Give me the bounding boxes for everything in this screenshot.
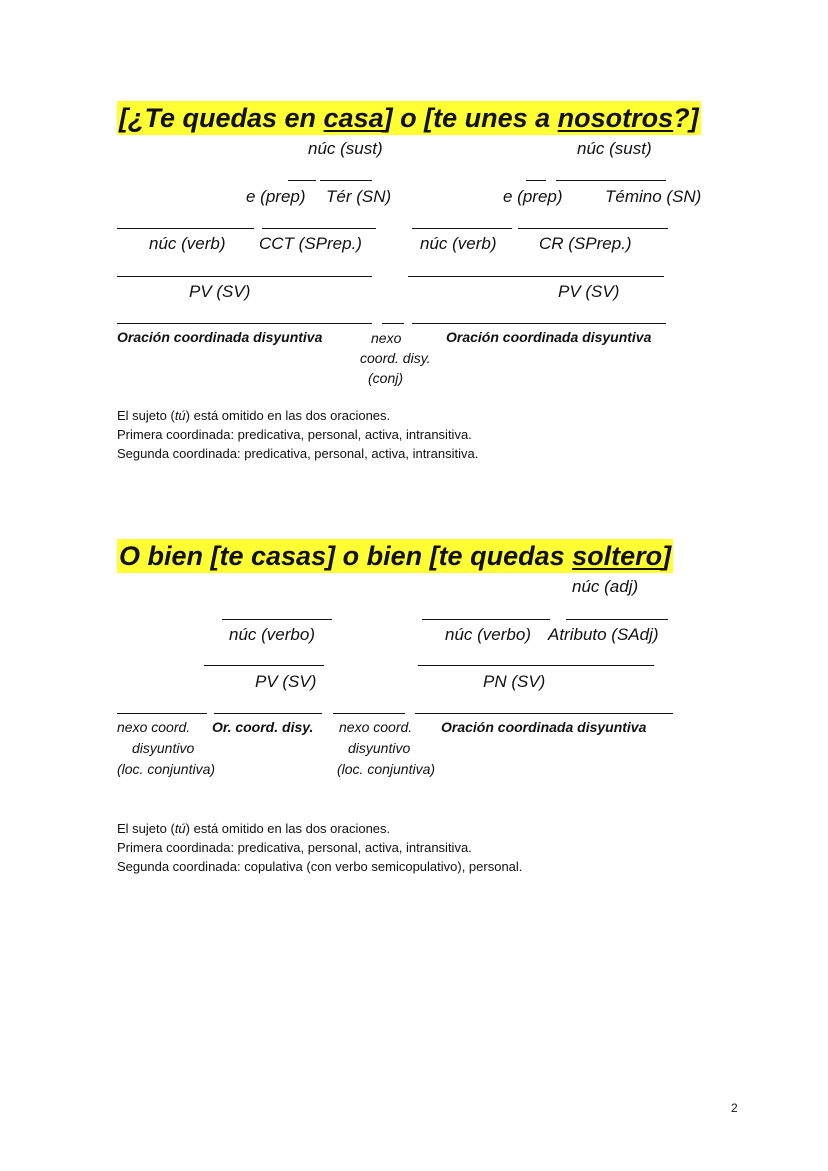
title-part: ?] xyxy=(673,103,699,133)
analysis-line xyxy=(117,276,372,277)
section2-title xyxy=(117,539,673,573)
label-nuc-verbo: núc (verbo) xyxy=(445,625,531,644)
label-nexo-coord: nexo coord. xyxy=(117,719,191,735)
label-nuc-verb: núc (verb) xyxy=(149,234,226,253)
label-nuc-verb: núc (verb) xyxy=(420,234,497,253)
analysis-line xyxy=(412,323,666,324)
title-part: O bien [te casas] o bien [te quedas xyxy=(119,541,573,571)
section1-title xyxy=(117,101,701,135)
label-cr: CR (SPrep.) xyxy=(539,234,632,253)
label-nuc-verbo: núc (verbo) xyxy=(229,625,315,644)
note-sujeto xyxy=(117,819,390,838)
title-underlined-word: nosotros xyxy=(557,103,674,133)
label-or-coord-disy-text: Or. coord. disy xyxy=(212,719,310,735)
note-primera-coordinada: Primera coordinada: predicativa, personal, activa, intransitiva. xyxy=(117,840,472,855)
title-part: [¿Te quedas en xyxy=(119,103,324,133)
label-cct: CCT (SPrep.) xyxy=(259,234,362,253)
label-nuc-sust: núc (sust) xyxy=(577,139,652,158)
analysis-line xyxy=(526,180,546,181)
analysis-line xyxy=(320,180,372,181)
note-text-italic: tú xyxy=(174,408,186,423)
analysis-line xyxy=(566,619,668,620)
title-underlined-word: soltero xyxy=(572,541,663,571)
label-oracion-coordinada: Oración coordinada disyuntiva xyxy=(441,719,647,735)
analysis-line xyxy=(117,713,207,714)
label-e-prep: e (prep) xyxy=(503,187,563,206)
analysis-line xyxy=(117,228,254,229)
note-segunda-coordinada: Segunda coordinada: copulativa (con verbo semicopulativo), personal. xyxy=(117,859,523,874)
label-disyuntivo: disyuntivo xyxy=(348,740,411,756)
analysis-line xyxy=(418,665,654,666)
label-pv: PV (SV) xyxy=(558,282,620,301)
note-text-italic: tú xyxy=(174,821,186,836)
analysis-line xyxy=(214,713,322,714)
title-part: ] xyxy=(662,541,672,571)
analysis-line xyxy=(556,180,666,181)
analysis-line xyxy=(288,180,316,181)
analysis-line xyxy=(117,323,372,324)
note-segunda-coordinada: Segunda coordinada: predicativa, personal, activa, intransitiva. xyxy=(117,446,479,461)
title-underlined-word: casa xyxy=(323,103,384,133)
label-conj: (conj) xyxy=(368,370,404,386)
analysis-line xyxy=(333,713,405,714)
note-text: ) está omitido en las dos oraciones. xyxy=(185,408,391,423)
label-coord-disy: coord. disy. xyxy=(360,350,431,366)
label-nuc-adj: núc (adj) xyxy=(572,577,639,596)
analysis-line xyxy=(382,323,404,324)
analysis-line xyxy=(262,228,376,229)
label-loc-conjuntiva: (loc. conjuntiva) xyxy=(117,761,216,777)
analysis-line xyxy=(222,619,332,620)
label-oracion-coordinada: Oración coordinada disyuntiva xyxy=(446,329,652,345)
label-nexo-coord: nexo coord. xyxy=(339,719,413,735)
label-oracion-coordinada: Oración coordinada disyuntiva xyxy=(117,329,323,345)
analysis-line xyxy=(415,713,673,714)
analysis-line xyxy=(204,665,324,666)
label-pv: PV (SV) xyxy=(255,672,317,691)
label-disyuntivo: disyuntivo xyxy=(132,740,195,756)
note-text: El sujeto ( xyxy=(117,821,175,836)
label-loc-conjuntiva: (loc. conjuntiva) xyxy=(337,761,436,777)
label-pv: PV (SV) xyxy=(189,282,251,301)
analysis-line xyxy=(422,619,550,620)
page-number: 2 xyxy=(731,1101,738,1115)
analysis-line xyxy=(518,228,668,229)
label-nuc-sust: núc (sust) xyxy=(308,139,383,158)
label-or-coord-disy: Or. coord. disy. xyxy=(212,719,314,735)
note-primera-coordinada: Primera coordinada: predicativa, personal, activa, intransitiva. xyxy=(117,427,472,442)
title-part: ] o [te unes a xyxy=(383,103,558,133)
label-e-prep: e (prep) xyxy=(246,187,306,206)
note-text: El sujeto ( xyxy=(117,408,175,423)
label-ter-sn: Tér (SN) xyxy=(326,187,392,206)
analysis-line xyxy=(412,228,512,229)
note-text: ) está omitido en las dos oraciones. xyxy=(185,821,391,836)
analysis-line xyxy=(408,276,664,277)
label-nexo: nexo xyxy=(371,330,402,346)
note-sujeto xyxy=(117,406,390,425)
label-pn: PN (SV) xyxy=(483,672,546,691)
label-atributo: Atributo (SAdj) xyxy=(548,625,659,644)
label-termino-sn: Témino (SN) xyxy=(605,187,702,206)
